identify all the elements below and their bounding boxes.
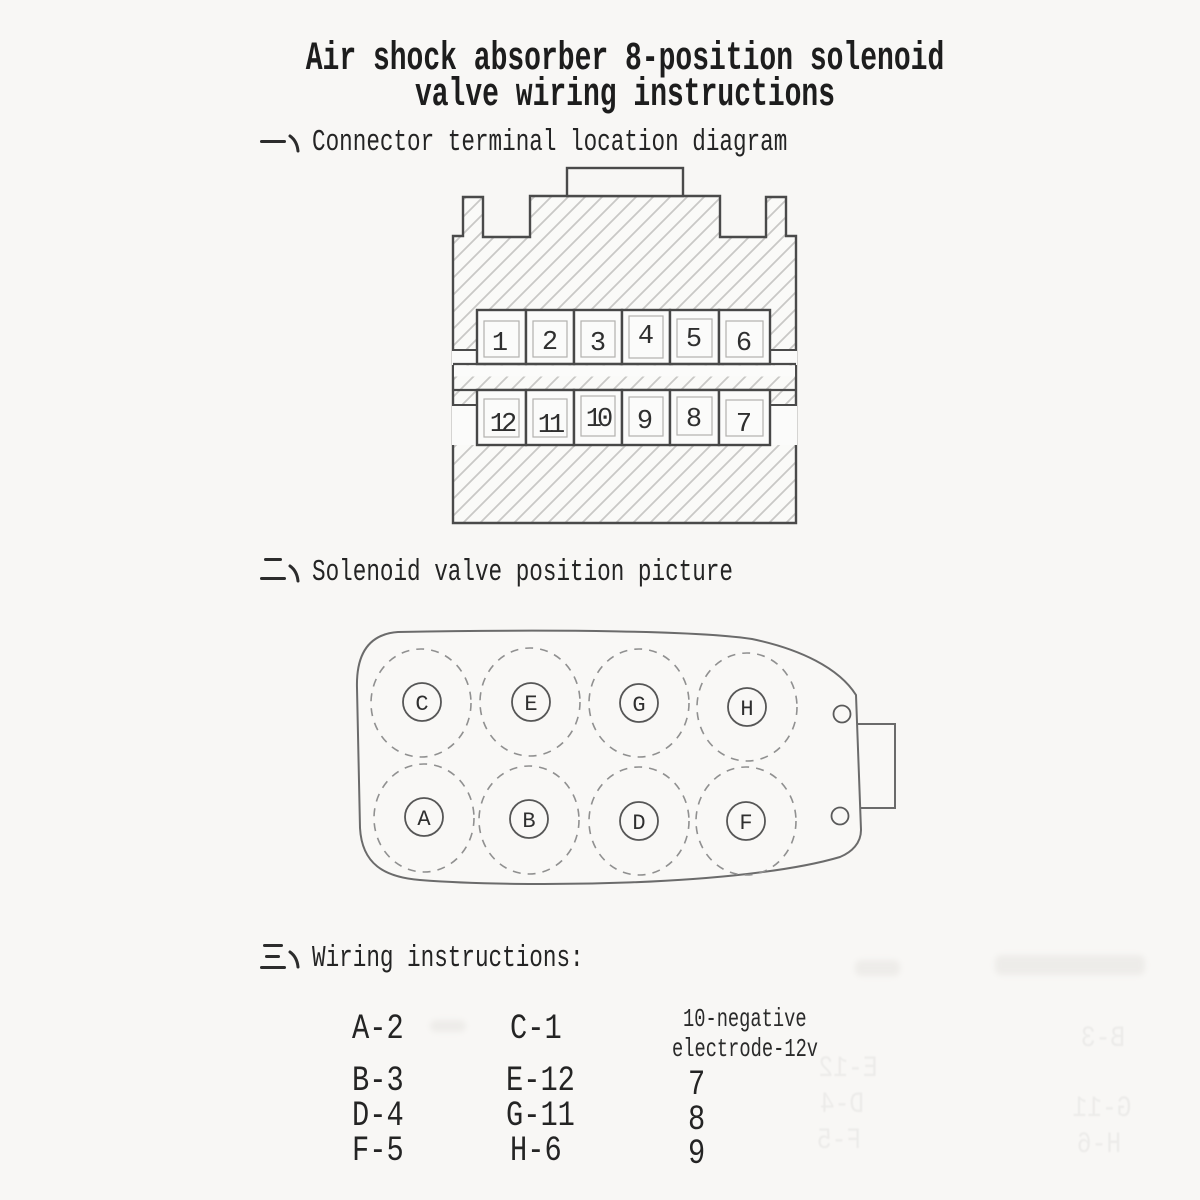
valve-connector-tab	[856, 724, 895, 808]
wiring-pair: D-4	[352, 1096, 404, 1136]
terminal-number: 11	[537, 411, 561, 441]
valve-body	[357, 631, 861, 884]
wiring-terminal: 7	[688, 1065, 706, 1105]
valve-diagram	[357, 631, 895, 884]
ink-smudge	[855, 960, 900, 976]
page-title-line2: valve wiring instructions	[414, 73, 836, 118]
wiring-pair: A-2	[352, 1009, 404, 1049]
ghost-text: H-6	[1076, 1128, 1122, 1162]
wiring-pair: E-12	[506, 1061, 575, 1101]
terminal-number: 1	[491, 329, 509, 359]
port-letter: D	[632, 811, 646, 836]
top-slot-right-notch	[769, 350, 797, 365]
ink-smudge	[995, 955, 1145, 975]
port-letter: C	[415, 692, 429, 717]
terminal-number: 5	[685, 325, 703, 355]
port-letter: B	[522, 809, 536, 834]
section2-heading: Solenoid valve position picture	[312, 555, 733, 590]
wiring-terminal: 9	[688, 1134, 706, 1174]
terminal-number: 3	[589, 329, 607, 359]
negative-electrode-note-line2: electrode-12v	[672, 1034, 819, 1064]
section1-heading: Connector terminal location diagram	[312, 125, 788, 160]
ghost-text: D-4	[819, 1088, 865, 1122]
terminal-number: 12	[489, 410, 513, 440]
port-letter: G	[632, 693, 646, 718]
port-letter: H	[740, 697, 754, 722]
ghost-text: B-3	[1080, 1022, 1126, 1056]
page-title-line1: Air shock absorber 8-position solenoid	[305, 37, 945, 82]
ghost-text: E-12	[818, 1052, 878, 1086]
ink-smudge	[430, 1020, 466, 1032]
wiring-terminal: 8	[688, 1100, 706, 1140]
ghost-text: F-5	[816, 1124, 862, 1158]
ghost-text: G-11	[1072, 1092, 1132, 1126]
terminal-number: 9	[636, 407, 654, 437]
terminal-number: 10	[585, 405, 609, 435]
terminal-number: 8	[685, 405, 703, 435]
port-letter: E	[524, 692, 538, 717]
port-letter: F	[739, 811, 753, 836]
terminal-number: 6	[735, 329, 753, 359]
terminal-number: 4	[637, 322, 655, 352]
bottom-slot-left-notch	[452, 405, 478, 445]
middle-band	[454, 366, 795, 377]
wiring-pair: H-6	[510, 1131, 562, 1171]
negative-electrode-note-line1: 10-negative	[683, 1004, 807, 1034]
wiring-pair: F-5	[352, 1131, 404, 1171]
terminal-number: 2	[541, 328, 559, 358]
port-letter: A	[417, 807, 431, 832]
wiring-pair: G-11	[506, 1096, 575, 1136]
terminal-number: 7	[735, 410, 753, 440]
wiring-pair: B-3	[352, 1061, 404, 1101]
connector-diagram	[452, 168, 797, 523]
wiring-pair: C-1	[510, 1009, 562, 1049]
connector-key-tab	[567, 168, 683, 196]
section3-heading: Wiring instructions:	[312, 941, 584, 976]
top-slot-left-notch	[452, 350, 478, 365]
bottom-slot-right-notch	[769, 405, 797, 445]
